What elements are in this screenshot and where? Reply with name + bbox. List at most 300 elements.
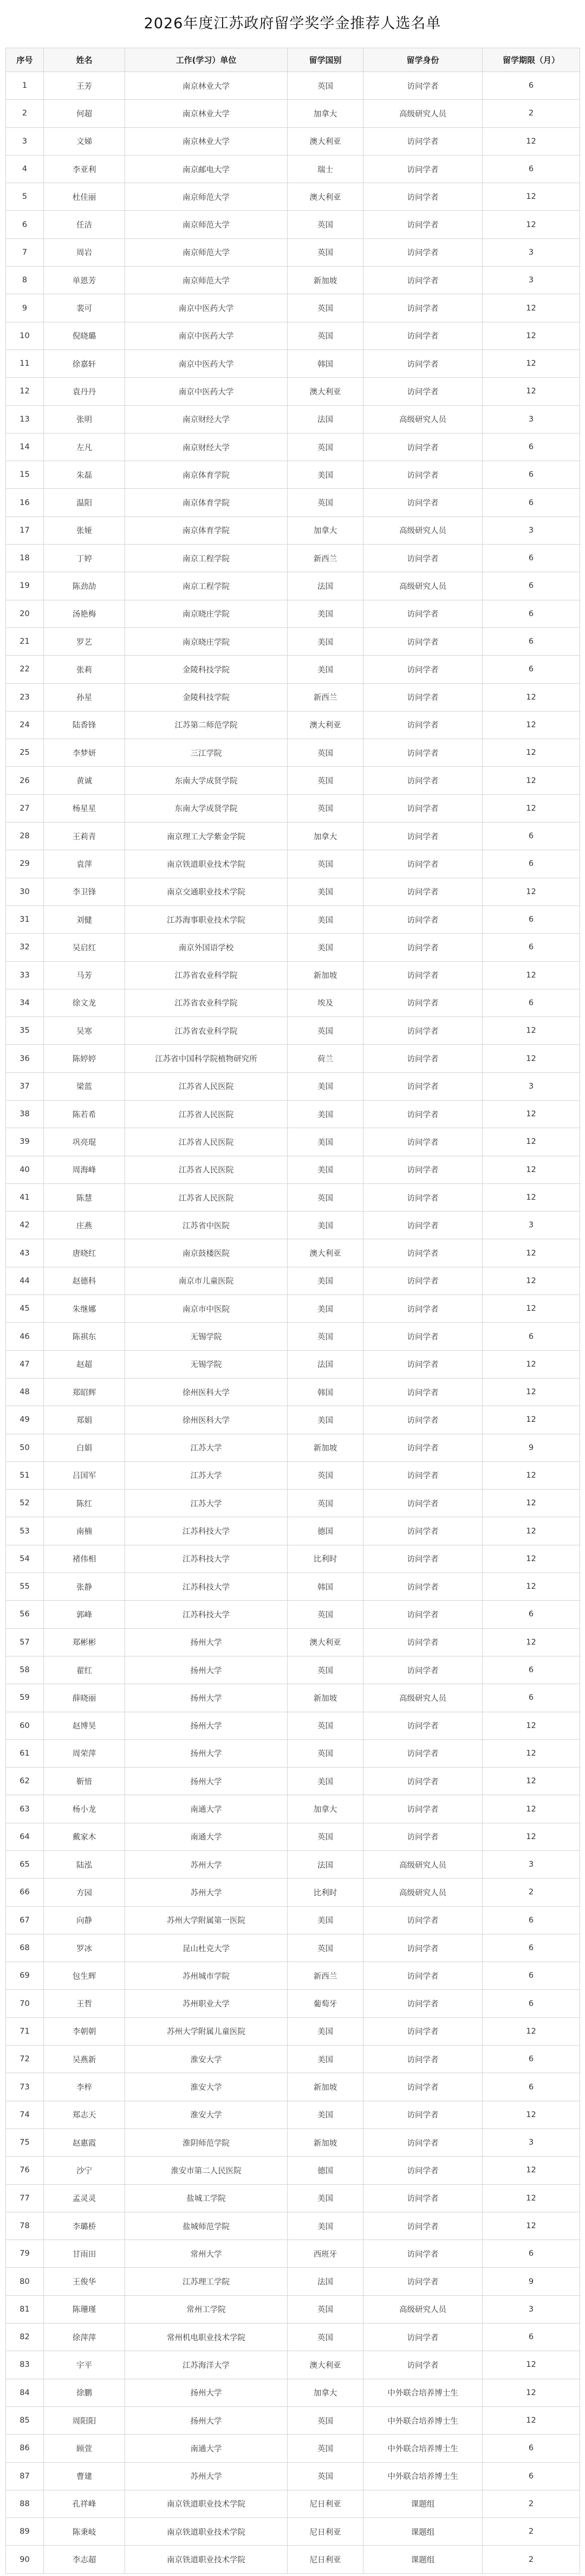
row-index-cell: 60: [6, 1712, 44, 1739]
person-name-cell: 杜佳丽: [44, 183, 125, 211]
table-row: [6, 2017, 580, 2045]
person-name-cell: 翟红: [44, 1656, 125, 1684]
study-status-cell: 访问学者: [363, 433, 483, 461]
destination-country-cell: 尼日利亚: [288, 2518, 363, 2546]
study-status-cell: 访问学者: [363, 2268, 483, 2295]
table-row: [6, 461, 580, 489]
work-unit-cell: 南京林业大学: [125, 100, 288, 127]
table-row: [6, 294, 580, 322]
work-unit-cell: 江苏省中国科学院植物研究所: [125, 1045, 288, 1072]
row-index-cell: 7: [6, 238, 44, 266]
row-index-cell: 56: [6, 1601, 44, 1628]
duration-months-cell: 3: [483, 2295, 580, 2323]
table-row: [6, 1795, 580, 1823]
table-row: [6, 267, 580, 294]
duration-months-cell: 2: [483, 1879, 580, 1906]
work-unit-cell: 江苏科技大学: [125, 1517, 288, 1545]
destination-country-cell: 美国: [288, 934, 363, 961]
row-index-cell: 43: [6, 1239, 44, 1267]
study-status-cell: 访问学者: [363, 2184, 483, 2212]
row-index-cell: 14: [6, 433, 44, 461]
table-row: [6, 183, 580, 211]
table-row: [6, 1628, 580, 1656]
person-name-cell: 陈秉岐: [44, 2518, 125, 2546]
duration-months-cell: 12: [483, 294, 580, 322]
destination-country-cell: 澳大利亚: [288, 378, 363, 405]
destination-country-cell: 尼日利亚: [288, 2490, 363, 2517]
duration-months-cell: 12: [483, 1295, 580, 1323]
study-status-cell: 高级研究人员: [363, 516, 483, 544]
duration-months-cell: 3: [483, 267, 580, 294]
person-name-cell: 南楠: [44, 1517, 125, 1545]
destination-country-cell: 英国: [288, 238, 363, 266]
duration-months-cell: 3: [483, 2128, 580, 2156]
work-unit-cell: 南京师范大学: [125, 267, 288, 294]
study-status-cell: 访问学者: [363, 2157, 483, 2184]
work-unit-cell: 南京林业大学: [125, 127, 288, 155]
destination-country-cell: 美国: [288, 905, 363, 933]
destination-country-cell: 英国: [288, 211, 363, 238]
table-row: [6, 2435, 580, 2462]
study-status-cell: 访问学者: [363, 2073, 483, 2101]
person-name-cell: 周海峰: [44, 1156, 125, 1183]
column-header-months: 留学期限（月）: [483, 48, 580, 72]
work-unit-cell: 南京师范大学: [125, 238, 288, 266]
table-row: [6, 545, 580, 572]
person-name-cell: 陈若希: [44, 1100, 125, 1128]
table-row: [6, 1295, 580, 1323]
person-name-cell: 陈红: [44, 1490, 125, 1517]
study-status-cell: 访问学者: [363, 1656, 483, 1684]
duration-months-cell: 12: [483, 767, 580, 794]
table-row: [6, 627, 580, 655]
table-row: [6, 155, 580, 183]
row-index-cell: 8: [6, 267, 44, 294]
table-header-row: [6, 48, 580, 72]
row-index-cell: 1: [6, 72, 44, 100]
row-index-cell: 46: [6, 1323, 44, 1350]
table-row: [6, 767, 580, 794]
person-name-cell: 朱继娜: [44, 1295, 125, 1323]
duration-months-cell: 12: [483, 1406, 580, 1434]
row-index-cell: 80: [6, 2268, 44, 2295]
destination-country-cell: 英国: [288, 2462, 363, 2490]
study-status-cell: 访问学者: [363, 1795, 483, 1823]
duration-months-cell: 3: [483, 1212, 580, 1239]
person-name-cell: 黄诚: [44, 767, 125, 794]
destination-country-cell: 比利时: [288, 1545, 363, 1572]
duration-months-cell: 12: [483, 794, 580, 822]
study-status-cell: 访问学者: [363, 1573, 483, 1601]
row-index-cell: 41: [6, 1183, 44, 1211]
row-index-cell: 28: [6, 823, 44, 850]
row-index-cell: 3: [6, 127, 44, 155]
work-unit-cell: 南京中医药大学: [125, 322, 288, 349]
row-index-cell: 27: [6, 794, 44, 822]
table-row: [6, 2295, 580, 2323]
duration-months-cell: 6: [483, 989, 580, 1017]
person-name-cell: 赵超: [44, 1350, 125, 1378]
table-row: [6, 1461, 580, 1489]
table-row: [6, 238, 580, 266]
row-index-cell: 22: [6, 656, 44, 683]
row-index-cell: 31: [6, 905, 44, 933]
person-name-cell: 薛晓丽: [44, 1684, 125, 1712]
person-name-cell: 曹建: [44, 2462, 125, 2490]
destination-country-cell: 美国: [288, 600, 363, 627]
destination-country-cell: 澳大利亚: [288, 183, 363, 211]
person-name-cell: 陈祺东: [44, 1323, 125, 1350]
work-unit-cell: 扬州大学: [125, 1739, 288, 1767]
destination-country-cell: 法国: [288, 2268, 363, 2295]
work-unit-cell: 江苏省农业科学院: [125, 989, 288, 1017]
person-name-cell: 罗艺: [44, 627, 125, 655]
table-row: [6, 1490, 580, 1517]
destination-country-cell: 美国: [288, 2184, 363, 2212]
work-unit-cell: 南京晓庄学院: [125, 627, 288, 655]
work-unit-cell: 南京外国语学校: [125, 934, 288, 961]
study-status-cell: 高级研究人员: [363, 1879, 483, 1906]
destination-country-cell: 美国: [288, 1406, 363, 1434]
row-index-cell: 44: [6, 1267, 44, 1295]
table-row: [6, 2157, 580, 2184]
duration-months-cell: 6: [483, 823, 580, 850]
destination-country-cell: 尼日利亚: [288, 2546, 363, 2573]
destination-country-cell: 加拿大: [288, 516, 363, 544]
study-status-cell: 访问学者: [363, 72, 483, 100]
study-status-cell: 访问学者: [363, 1962, 483, 1990]
destination-country-cell: 英国: [288, 1461, 363, 1489]
row-index-cell: 50: [6, 1434, 44, 1461]
work-unit-cell: 江苏省人民医院: [125, 1183, 288, 1211]
destination-country-cell: 美国: [288, 1212, 363, 1239]
study-status-cell: 访问学者: [363, 934, 483, 961]
person-name-cell: 陆泓: [44, 1851, 125, 1879]
person-name-cell: 巩亮琨: [44, 1128, 125, 1156]
work-unit-cell: 江苏科技大学: [125, 1573, 288, 1601]
table-row: [6, 1823, 580, 1850]
row-index-cell: 70: [6, 1990, 44, 2017]
work-unit-cell: 扬州大学: [125, 1712, 288, 1739]
study-status-cell: 访问学者: [363, 1378, 483, 1406]
study-status-cell: 访问学者: [363, 905, 483, 933]
table-row: [6, 1545, 580, 1572]
work-unit-cell: 南京中医药大学: [125, 349, 288, 377]
row-index-cell: 10: [6, 322, 44, 349]
work-unit-cell: 扬州大学: [125, 2406, 288, 2434]
destination-country-cell: 西班牙: [288, 2240, 363, 2268]
person-name-cell: 周荣萍: [44, 1739, 125, 1767]
destination-country-cell: 英国: [288, 433, 363, 461]
person-name-cell: 文娣: [44, 127, 125, 155]
table-row: [6, 2490, 580, 2517]
study-status-cell: 访问学者: [363, 1212, 483, 1239]
duration-months-cell: 6: [483, 1962, 580, 1990]
duration-months-cell: 12: [483, 183, 580, 211]
table-row: [6, 378, 580, 405]
table-row: [6, 1656, 580, 1684]
destination-country-cell: 美国: [288, 1906, 363, 1934]
table-row: [6, 656, 580, 683]
duration-months-cell: 12: [483, 211, 580, 238]
work-unit-cell: 南京体育学院: [125, 516, 288, 544]
work-unit-cell: 南通大学: [125, 1823, 288, 1850]
scholarship-roster-table: [5, 48, 580, 2574]
destination-country-cell: 埃及: [288, 989, 363, 1017]
person-name-cell: 陈慧: [44, 1183, 125, 1211]
row-index-cell: 36: [6, 1045, 44, 1072]
table-row: [6, 1017, 580, 1045]
study-status-cell: 访问学者: [363, 1990, 483, 2017]
duration-months-cell: 12: [483, 1628, 580, 1656]
work-unit-cell: 苏州大学附属第一医院: [125, 1906, 288, 1934]
column-header-status: 留学身份: [363, 48, 483, 72]
duration-months-cell: 12: [483, 1100, 580, 1128]
destination-country-cell: 法国: [288, 572, 363, 600]
work-unit-cell: 南京铁道职业技术学院: [125, 2546, 288, 2573]
duration-months-cell: 12: [483, 683, 580, 711]
study-status-cell: 访问学者: [363, 1823, 483, 1850]
row-index-cell: 39: [6, 1128, 44, 1156]
study-status-cell: 访问学者: [363, 1156, 483, 1183]
work-unit-cell: 东南大学成贤学院: [125, 767, 288, 794]
study-status-cell: 访问学者: [363, 711, 483, 739]
destination-country-cell: 加拿大: [288, 1795, 363, 1823]
duration-months-cell: 9: [483, 1434, 580, 1461]
work-unit-cell: 南京市中医院: [125, 1295, 288, 1323]
duration-months-cell: 6: [483, 2462, 580, 2490]
duration-months-cell: 12: [483, 878, 580, 905]
person-name-cell: 张娅: [44, 516, 125, 544]
study-status-cell: 访问学者: [363, 211, 483, 238]
study-status-cell: 访问学者: [363, 2351, 483, 2379]
work-unit-cell: 南京工程学院: [125, 545, 288, 572]
person-name-cell: 王俊华: [44, 2268, 125, 2295]
work-unit-cell: 江苏省人民医院: [125, 1100, 288, 1128]
destination-country-cell: 英国: [288, 1601, 363, 1628]
table-row: [6, 794, 580, 822]
duration-months-cell: 12: [483, 1768, 580, 1795]
destination-country-cell: 美国: [288, 1768, 363, 1795]
destination-country-cell: 澳大利亚: [288, 1239, 363, 1267]
table-row: [6, 100, 580, 127]
destination-country-cell: 英国: [288, 767, 363, 794]
work-unit-cell: 江苏省人民医院: [125, 1128, 288, 1156]
destination-country-cell: 英国: [288, 322, 363, 349]
table-row: [6, 1434, 580, 1461]
study-status-cell: 访问学者: [363, 1601, 483, 1628]
table-row: [6, 1712, 580, 1739]
work-unit-cell: 金陵科技学院: [125, 656, 288, 683]
destination-country-cell: 英国: [288, 489, 363, 516]
duration-months-cell: 12: [483, 1545, 580, 1572]
work-unit-cell: 扬州大学: [125, 1628, 288, 1656]
work-unit-cell: 南京铁道职业技术学院: [125, 2490, 288, 2517]
destination-country-cell: 美国: [288, 2101, 363, 2128]
study-status-cell: 访问学者: [363, 461, 483, 489]
destination-country-cell: 新加坡: [288, 2073, 363, 2101]
duration-months-cell: 6: [483, 905, 580, 933]
duration-months-cell: 6: [483, 1323, 580, 1350]
person-name-cell: 何超: [44, 100, 125, 127]
row-index-cell: 83: [6, 2351, 44, 2379]
column-header-index: 序号: [6, 48, 44, 72]
work-unit-cell: 江苏省中医院: [125, 1212, 288, 1239]
table-row: [6, 1601, 580, 1628]
destination-country-cell: 韩国: [288, 1378, 363, 1406]
duration-months-cell: 6: [483, 2046, 580, 2073]
person-name-cell: 郑娟: [44, 1406, 125, 1434]
person-name-cell: 唐晓红: [44, 1239, 125, 1267]
study-status-cell: 高级研究人员: [363, 572, 483, 600]
table-row: [6, 2101, 580, 2128]
duration-months-cell: 12: [483, 1350, 580, 1378]
table-row: [6, 1156, 580, 1183]
destination-country-cell: 葡萄牙: [288, 1990, 363, 2017]
study-status-cell: 访问学者: [363, 294, 483, 322]
work-unit-cell: 昆山杜克大学: [125, 1934, 288, 1962]
table-row: [6, 1739, 580, 1767]
destination-country-cell: 英国: [288, 739, 363, 767]
row-index-cell: 82: [6, 2323, 44, 2351]
destination-country-cell: 新加坡: [288, 1684, 363, 1712]
study-status-cell: 访问学者: [363, 1434, 483, 1461]
table-row: [6, 127, 580, 155]
work-unit-cell: 南京体育学院: [125, 461, 288, 489]
row-index-cell: 74: [6, 2101, 44, 2128]
person-name-cell: 郭峰: [44, 1601, 125, 1628]
table-row: [6, 1350, 580, 1378]
table-row: [6, 739, 580, 767]
destination-country-cell: 法国: [288, 1851, 363, 1879]
work-unit-cell: 江苏大学: [125, 1461, 288, 1489]
work-unit-cell: 南京中医药大学: [125, 378, 288, 405]
person-name-cell: 梁蓝: [44, 1072, 125, 1100]
table-row: [6, 2184, 580, 2212]
person-name-cell: 任洁: [44, 211, 125, 238]
destination-country-cell: 美国: [288, 656, 363, 683]
row-index-cell: 23: [6, 683, 44, 711]
destination-country-cell: 英国: [288, 2295, 363, 2323]
destination-country-cell: 美国: [288, 878, 363, 905]
destination-country-cell: 加拿大: [288, 100, 363, 127]
work-unit-cell: 南京邮电大学: [125, 155, 288, 183]
destination-country-cell: 英国: [288, 1017, 363, 1045]
study-status-cell: 访问学者: [363, 1517, 483, 1545]
duration-months-cell: 12: [483, 322, 580, 349]
table-row: [6, 1768, 580, 1795]
duration-months-cell: 12: [483, 1739, 580, 1767]
study-status-cell: 访问学者: [363, 155, 483, 183]
table-row: [6, 489, 580, 516]
study-status-cell: 访问学者: [363, 1768, 483, 1795]
destination-country-cell: 英国: [288, 2435, 363, 2462]
table-row: [6, 1045, 580, 1072]
destination-country-cell: 英国: [288, 1739, 363, 1767]
row-index-cell: 2: [6, 100, 44, 127]
person-name-cell: 陈劲劼: [44, 572, 125, 600]
work-unit-cell: 南京工程学院: [125, 572, 288, 600]
study-status-cell: 访问学者: [363, 2323, 483, 2351]
duration-months-cell: 12: [483, 2379, 580, 2406]
duration-months-cell: 6: [483, 155, 580, 183]
row-index-cell: 58: [6, 1656, 44, 1684]
study-status-cell: 访问学者: [363, 1350, 483, 1378]
study-status-cell: 课题组: [363, 2490, 483, 2517]
row-index-cell: 54: [6, 1545, 44, 1572]
destination-country-cell: 澳大利亚: [288, 2351, 363, 2379]
destination-country-cell: 澳大利亚: [288, 127, 363, 155]
table-row: [6, 1378, 580, 1406]
duration-months-cell: 12: [483, 2351, 580, 2379]
study-status-cell: 访问学者: [363, 1461, 483, 1489]
row-index-cell: 38: [6, 1100, 44, 1128]
destination-country-cell: 美国: [288, 1267, 363, 1295]
study-status-cell: 中外联合培养博士生: [363, 2406, 483, 2434]
work-unit-cell: 南京市儿童医院: [125, 1267, 288, 1295]
destination-country-cell: 新西兰: [288, 545, 363, 572]
row-index-cell: 84: [6, 2379, 44, 2406]
person-name-cell: 向静: [44, 1906, 125, 1934]
duration-months-cell: 6: [483, 627, 580, 655]
column-header-unit: 工作(学习）单位: [125, 48, 288, 72]
person-name-cell: 李亚利: [44, 155, 125, 183]
study-status-cell: 访问学者: [363, 2101, 483, 2128]
table-row: [6, 934, 580, 961]
row-index-cell: 75: [6, 2128, 44, 2156]
duration-months-cell: 12: [483, 1183, 580, 1211]
work-unit-cell: 东南大学成贤学院: [125, 794, 288, 822]
row-index-cell: 68: [6, 1934, 44, 1962]
person-name-cell: 罗冰: [44, 1934, 125, 1962]
row-index-cell: 47: [6, 1350, 44, 1378]
work-unit-cell: 扬州大学: [125, 1656, 288, 1684]
destination-country-cell: 美国: [288, 1100, 363, 1128]
study-status-cell: 访问学者: [363, 794, 483, 822]
row-index-cell: 79: [6, 2240, 44, 2268]
study-status-cell: 中外联合培养博士生: [363, 2435, 483, 2462]
destination-country-cell: 新西兰: [288, 1962, 363, 1990]
table-row: [6, 2379, 580, 2406]
destination-country-cell: 美国: [288, 2017, 363, 2045]
duration-months-cell: 12: [483, 1378, 580, 1406]
table-row: [6, 1267, 580, 1295]
study-status-cell: 课题组: [363, 2546, 483, 2573]
table-row: [6, 2351, 580, 2379]
person-name-cell: 戴家木: [44, 1823, 125, 1850]
duration-months-cell: 3: [483, 1851, 580, 1879]
row-index-cell: 15: [6, 461, 44, 489]
study-status-cell: 访问学者: [363, 238, 483, 266]
destination-country-cell: 新加坡: [288, 1434, 363, 1461]
duration-months-cell: 12: [483, 1712, 580, 1739]
row-index-cell: 64: [6, 1823, 44, 1850]
duration-months-cell: 12: [483, 1795, 580, 1823]
study-status-cell: 访问学者: [363, 1545, 483, 1572]
duration-months-cell: 6: [483, 2073, 580, 2101]
row-index-cell: 16: [6, 489, 44, 516]
study-status-cell: 访问学者: [363, 739, 483, 767]
work-unit-cell: 常州工学院: [125, 2295, 288, 2323]
table-row: [6, 961, 580, 989]
duration-months-cell: 12: [483, 961, 580, 989]
destination-country-cell: 加拿大: [288, 2379, 363, 2406]
duration-months-cell: 3: [483, 1072, 580, 1100]
work-unit-cell: 南京师范大学: [125, 211, 288, 238]
person-name-cell: 袁丹丹: [44, 378, 125, 405]
table-row: [6, 1406, 580, 1434]
study-status-cell: 访问学者: [363, 878, 483, 905]
